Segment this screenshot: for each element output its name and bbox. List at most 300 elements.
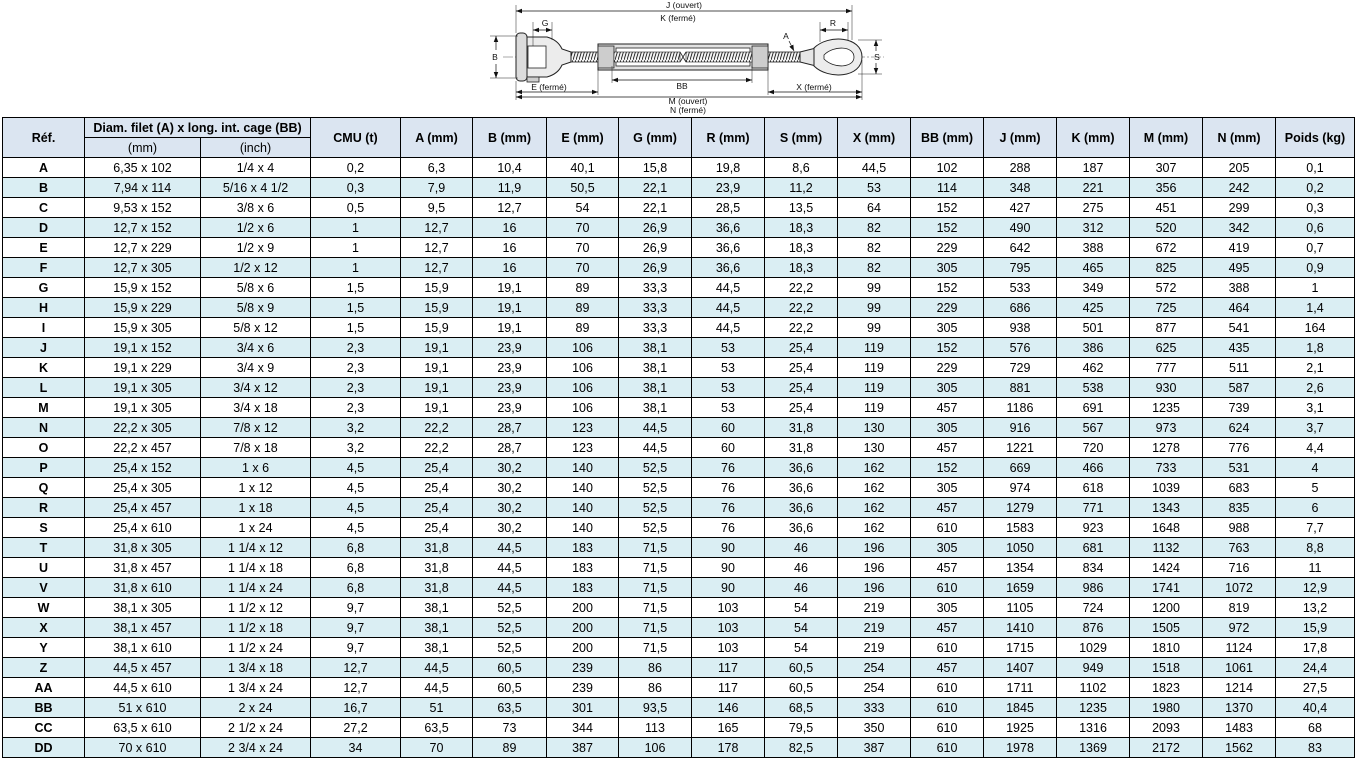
cell-k: 724	[1057, 598, 1130, 618]
cell-m: 973	[1130, 418, 1203, 438]
cell-poids: 4,4	[1276, 438, 1355, 458]
cell-poids: 3,7	[1276, 418, 1355, 438]
cell-x: 53	[838, 178, 911, 198]
cell-g: 38,1	[619, 378, 692, 398]
cell-x: 162	[838, 458, 911, 478]
cell-g: 86	[619, 658, 692, 678]
cell-k: 466	[1057, 458, 1130, 478]
cell-poids: 40,4	[1276, 698, 1355, 718]
cell-r: 36,6	[692, 258, 765, 278]
cell-a: 9,5	[401, 198, 473, 218]
cell-poids: 6	[1276, 498, 1355, 518]
cell-n: 531	[1203, 458, 1276, 478]
cell-cmu: 1	[311, 238, 401, 258]
cell-k: 187	[1057, 158, 1130, 178]
cell-n: 776	[1203, 438, 1276, 458]
cell-x: 333	[838, 698, 911, 718]
cell-diam-inch: 1 x 24	[201, 518, 311, 538]
cell-k: 691	[1057, 398, 1130, 418]
cell-r: 90	[692, 558, 765, 578]
cell-x: 162	[838, 478, 911, 498]
cell-ref: BB	[3, 698, 85, 718]
cell-cmu: 12,7	[311, 678, 401, 698]
cell-diam-mm: 15,9 x 229	[85, 298, 201, 318]
dim-label-r: R	[829, 18, 837, 28]
cell-x: 119	[838, 398, 911, 418]
cell-e: 140	[547, 498, 619, 518]
cell-diam-inch: 3/4 x 18	[201, 398, 311, 418]
cell-x: 119	[838, 358, 911, 378]
cell-a: 63,5	[401, 718, 473, 738]
header-row	[3, 118, 1355, 138]
cell-b: 63,5	[473, 698, 547, 718]
header-poids: Poids (kg)	[1276, 118, 1355, 158]
cell-diam-mm: 12,7 x 152	[85, 218, 201, 238]
cell-n: 1214	[1203, 678, 1276, 698]
cell-j: 1407	[984, 658, 1057, 678]
cell-b: 23,9	[473, 338, 547, 358]
cell-s: 18,3	[765, 238, 838, 258]
cell-k: 1102	[1057, 678, 1130, 698]
cell-cmu: 1	[311, 258, 401, 278]
cell-e: 183	[547, 558, 619, 578]
cell-bb: 305	[911, 378, 984, 398]
cell-s: 18,3	[765, 258, 838, 278]
cell-r: 19,8	[692, 158, 765, 178]
cell-cmu: 34	[311, 738, 401, 758]
cell-m: 625	[1130, 338, 1203, 358]
cell-j: 916	[984, 418, 1057, 438]
cell-r: 53	[692, 358, 765, 378]
cell-m: 451	[1130, 198, 1203, 218]
cell-e: 123	[547, 438, 619, 458]
cell-e: 89	[547, 318, 619, 338]
cell-bb: 152	[911, 198, 984, 218]
table-row	[3, 318, 1355, 338]
header-a: A (mm)	[401, 118, 473, 158]
cell-bb: 610	[911, 738, 984, 758]
cell-x: 119	[838, 338, 911, 358]
cell-m: 1810	[1130, 638, 1203, 658]
cell-b: 12,7	[473, 198, 547, 218]
cell-bb: 152	[911, 338, 984, 358]
table-row	[3, 598, 1355, 618]
cell-diam-inch: 5/8 x 12	[201, 318, 311, 338]
cell-m: 1343	[1130, 498, 1203, 518]
turnbuckle-diagram	[480, 0, 890, 116]
cell-m: 520	[1130, 218, 1203, 238]
cell-j: 427	[984, 198, 1057, 218]
cell-m: 825	[1130, 258, 1203, 278]
table-row	[3, 498, 1355, 518]
table-row	[3, 238, 1355, 258]
cell-cmu: 0,2	[311, 158, 401, 178]
cell-diam-inch: 2 1/2 x 24	[201, 718, 311, 738]
cell-g: 38,1	[619, 358, 692, 378]
cell-diam-inch: 1/2 x 12	[201, 258, 311, 278]
cell-ref: M	[3, 398, 85, 418]
cell-poids: 24,4	[1276, 658, 1355, 678]
cell-a: 38,1	[401, 618, 473, 638]
table-row	[3, 678, 1355, 698]
cell-bb: 229	[911, 298, 984, 318]
cell-cmu: 4,5	[311, 458, 401, 478]
cell-ref: O	[3, 438, 85, 458]
cell-bb: 152	[911, 278, 984, 298]
cell-cmu: 2,3	[311, 398, 401, 418]
cell-diam-mm: 9,53 x 152	[85, 198, 201, 218]
cell-bb: 457	[911, 398, 984, 418]
cell-a: 12,7	[401, 258, 473, 278]
cell-b: 19,1	[473, 318, 547, 338]
cell-e: 106	[547, 378, 619, 398]
cell-a: 22,2	[401, 418, 473, 438]
cell-b: 30,2	[473, 458, 547, 478]
cell-r: 60	[692, 438, 765, 458]
cell-s: 82,5	[765, 738, 838, 758]
cell-k: 275	[1057, 198, 1130, 218]
header-ref: Réf.	[3, 118, 85, 158]
cell-n: 716	[1203, 558, 1276, 578]
header-diam-mm: (mm)	[85, 138, 201, 158]
dim-label-b: B	[492, 52, 498, 62]
cell-r: 76	[692, 498, 765, 518]
cell-b: 16	[473, 238, 547, 258]
cell-ref: D	[3, 218, 85, 238]
cell-k: 1316	[1057, 718, 1130, 738]
cell-k: 1029	[1057, 638, 1130, 658]
cell-x: 119	[838, 378, 911, 398]
cell-m: 1132	[1130, 538, 1203, 558]
cell-g: 52,5	[619, 518, 692, 538]
cell-g: 38,1	[619, 338, 692, 358]
cell-a: 19,1	[401, 378, 473, 398]
cell-ref: R	[3, 498, 85, 518]
cell-diam-inch: 1 3/4 x 24	[201, 678, 311, 698]
cell-g: 52,5	[619, 458, 692, 478]
cell-x: 99	[838, 298, 911, 318]
cell-ref: T	[3, 538, 85, 558]
cell-bb: 457	[911, 618, 984, 638]
cell-poids: 3,1	[1276, 398, 1355, 418]
cell-cmu: 1,5	[311, 298, 401, 318]
cell-diam-mm: 44,5 x 457	[85, 658, 201, 678]
cell-m: 1235	[1130, 398, 1203, 418]
table-row	[3, 418, 1355, 438]
cell-ref: B	[3, 178, 85, 198]
cell-a: 19,1	[401, 358, 473, 378]
cell-b: 10,4	[473, 158, 547, 178]
cell-j: 1659	[984, 578, 1057, 598]
cell-b: 44,5	[473, 558, 547, 578]
cell-diam-mm: 19,1 x 305	[85, 378, 201, 398]
cell-diam-inch: 7/8 x 18	[201, 438, 311, 458]
cell-r: 76	[692, 478, 765, 498]
cell-s: 60,5	[765, 678, 838, 698]
cell-m: 2093	[1130, 718, 1203, 738]
cell-g: 26,9	[619, 218, 692, 238]
cell-poids: 7,7	[1276, 518, 1355, 538]
cell-n: 819	[1203, 598, 1276, 618]
cell-bb: 610	[911, 678, 984, 698]
cell-j: 1279	[984, 498, 1057, 518]
cell-k: 567	[1057, 418, 1130, 438]
cell-diam-mm: 19,1 x 305	[85, 398, 201, 418]
cell-x: 219	[838, 638, 911, 658]
cell-r: 60	[692, 418, 765, 438]
header-diam-inch: (inch)	[201, 138, 311, 158]
cell-e: 140	[547, 478, 619, 498]
cell-cmu: 4,5	[311, 518, 401, 538]
cell-diam-inch: 2 x 24	[201, 698, 311, 718]
table-row	[3, 218, 1355, 238]
cell-g: 71,5	[619, 618, 692, 638]
table-row	[3, 278, 1355, 298]
cell-x: 219	[838, 618, 911, 638]
cell-k: 388	[1057, 238, 1130, 258]
cell-a: 6,3	[401, 158, 473, 178]
cell-diam-mm: 38,1 x 305	[85, 598, 201, 618]
cell-diam-inch: 1 1/4 x 18	[201, 558, 311, 578]
cell-r: 117	[692, 658, 765, 678]
cell-g: 44,5	[619, 438, 692, 458]
cell-s: 22,2	[765, 278, 838, 298]
cell-poids: 12,9	[1276, 578, 1355, 598]
cell-cmu: 0,3	[311, 178, 401, 198]
cell-e: 140	[547, 518, 619, 538]
cell-poids: 15,9	[1276, 618, 1355, 638]
cell-ref: S	[3, 518, 85, 538]
cell-j: 795	[984, 258, 1057, 278]
cell-k: 618	[1057, 478, 1130, 498]
cell-x: 219	[838, 598, 911, 618]
cell-diam-inch: 1/2 x 9	[201, 238, 311, 258]
cell-j: 490	[984, 218, 1057, 238]
cell-r: 28,5	[692, 198, 765, 218]
cell-poids: 0,7	[1276, 238, 1355, 258]
cell-j: 1583	[984, 518, 1057, 538]
cell-e: 344	[547, 718, 619, 738]
cell-g: 22,1	[619, 178, 692, 198]
cell-a: 25,4	[401, 478, 473, 498]
cell-k: 1369	[1057, 738, 1130, 758]
cell-b: 44,5	[473, 538, 547, 558]
cell-e: 106	[547, 358, 619, 378]
cell-poids: 17,8	[1276, 638, 1355, 658]
cell-m: 1648	[1130, 518, 1203, 538]
cell-e: 123	[547, 418, 619, 438]
cell-ref: N	[3, 418, 85, 438]
cell-diam-mm: 7,94 x 114	[85, 178, 201, 198]
cell-j: 1186	[984, 398, 1057, 418]
cell-bb: 610	[911, 518, 984, 538]
cell-g: 93,5	[619, 698, 692, 718]
cell-a: 12,7	[401, 238, 473, 258]
cell-bb: 457	[911, 658, 984, 678]
cell-diam-inch: 5/16 x 4 1/2	[201, 178, 311, 198]
cell-diam-inch: 2 3/4 x 24	[201, 738, 311, 758]
cell-cmu: 1	[311, 218, 401, 238]
cell-ref: Y	[3, 638, 85, 658]
cell-g: 86	[619, 678, 692, 698]
cell-j: 1978	[984, 738, 1057, 758]
cell-n: 988	[1203, 518, 1276, 538]
cell-k: 986	[1057, 578, 1130, 598]
cell-ref: C	[3, 198, 85, 218]
jaw-end	[516, 33, 571, 82]
cell-cmu: 6,8	[311, 538, 401, 558]
cell-n: 835	[1203, 498, 1276, 518]
cell-g: 33,3	[619, 298, 692, 318]
cell-k: 465	[1057, 258, 1130, 278]
cell-r: 76	[692, 518, 765, 538]
cell-n: 683	[1203, 478, 1276, 498]
cell-s: 54	[765, 638, 838, 658]
cell-g: 106	[619, 738, 692, 758]
cell-diam-inch: 1 3/4 x 18	[201, 658, 311, 678]
cell-bb: 305	[911, 598, 984, 618]
header-diam-group: Diam. filet (A) x long. int. cage (BB)	[85, 118, 311, 138]
cell-j: 938	[984, 318, 1057, 338]
header-cmu: CMU (t)	[311, 118, 401, 158]
cell-ref: AA	[3, 678, 85, 698]
cell-b: 16	[473, 218, 547, 238]
spec-table	[2, 117, 1355, 758]
cell-s: 46	[765, 558, 838, 578]
eye-end	[800, 39, 862, 75]
cell-e: 200	[547, 618, 619, 638]
header-bb: BB (mm)	[911, 118, 984, 158]
cell-m: 1278	[1130, 438, 1203, 458]
cell-diam-mm: 19,1 x 229	[85, 358, 201, 378]
dim-label-x: X (fermé)	[796, 82, 832, 92]
cell-e: 50,5	[547, 178, 619, 198]
cell-bb: 102	[911, 158, 984, 178]
cell-n: 972	[1203, 618, 1276, 638]
cell-b: 60,5	[473, 678, 547, 698]
cell-e: 89	[547, 278, 619, 298]
cell-r: 44,5	[692, 318, 765, 338]
header-e: E (mm)	[547, 118, 619, 158]
cell-s: 18,3	[765, 218, 838, 238]
cell-a: 31,8	[401, 558, 473, 578]
cell-diam-inch: 1 1/2 x 24	[201, 638, 311, 658]
header-r: R (mm)	[692, 118, 765, 158]
cell-j: 533	[984, 278, 1057, 298]
cell-x: 196	[838, 538, 911, 558]
cell-j: 1711	[984, 678, 1057, 698]
cell-cmu: 4,5	[311, 478, 401, 498]
cell-b: 30,2	[473, 478, 547, 498]
cell-a: 38,1	[401, 598, 473, 618]
cell-s: 25,4	[765, 398, 838, 418]
dim-label-e: E (fermé)	[531, 82, 567, 92]
cell-a: 7,9	[401, 178, 473, 198]
cell-diam-inch: 1 x 18	[201, 498, 311, 518]
cell-diam-inch: 3/4 x 9	[201, 358, 311, 378]
cell-r: 103	[692, 598, 765, 618]
cell-e: 106	[547, 398, 619, 418]
cell-n: 342	[1203, 218, 1276, 238]
cell-n: 464	[1203, 298, 1276, 318]
cell-m: 1980	[1130, 698, 1203, 718]
cell-diam-mm: 25,4 x 610	[85, 518, 201, 538]
cell-m: 877	[1130, 318, 1203, 338]
cell-g: 71,5	[619, 538, 692, 558]
cell-b: 60,5	[473, 658, 547, 678]
cell-n: 763	[1203, 538, 1276, 558]
cell-a: 19,1	[401, 338, 473, 358]
cell-poids: 0,6	[1276, 218, 1355, 238]
cell-a: 51	[401, 698, 473, 718]
cell-s: 54	[765, 598, 838, 618]
cell-b: 89	[473, 738, 547, 758]
dim-label-n: N (fermé)	[670, 105, 706, 115]
cell-diam-inch: 1 1/4 x 24	[201, 578, 311, 598]
cell-b: 23,9	[473, 398, 547, 418]
cell-diam-mm: 51 x 610	[85, 698, 201, 718]
cell-diam-mm: 31,8 x 305	[85, 538, 201, 558]
table-row	[3, 578, 1355, 598]
cell-b: 52,5	[473, 618, 547, 638]
cell-cmu: 3,2	[311, 418, 401, 438]
cell-s: 46	[765, 538, 838, 558]
cell-x: 82	[838, 218, 911, 238]
cell-k: 923	[1057, 518, 1130, 538]
cell-e: 140	[547, 458, 619, 478]
threaded-rod-right	[764, 52, 802, 62]
cell-x: 64	[838, 198, 911, 218]
cell-x: 196	[838, 558, 911, 578]
cell-x: 44,5	[838, 158, 911, 178]
cell-cmu: 2,3	[311, 378, 401, 398]
cell-n: 1061	[1203, 658, 1276, 678]
cell-poids: 8,8	[1276, 538, 1355, 558]
cell-cmu: 9,7	[311, 598, 401, 618]
cell-diam-inch: 3/4 x 6	[201, 338, 311, 358]
dim-label-a: A	[783, 31, 789, 41]
header-x: X (mm)	[838, 118, 911, 158]
cell-ref: I	[3, 318, 85, 338]
header-j: J (mm)	[984, 118, 1057, 158]
cell-e: 387	[547, 738, 619, 758]
cell-bb: 610	[911, 578, 984, 598]
cell-a: 12,7	[401, 218, 473, 238]
cell-poids: 83	[1276, 738, 1355, 758]
cell-poids: 164	[1276, 318, 1355, 338]
dim-label-g: G	[541, 18, 549, 28]
cell-diam-mm: 6,35 x 102	[85, 158, 201, 178]
cell-diam-inch: 1/2 x 6	[201, 218, 311, 238]
cell-m: 307	[1130, 158, 1203, 178]
cell-diam-mm: 38,1 x 457	[85, 618, 201, 638]
cell-b: 28,7	[473, 418, 547, 438]
cell-x: 130	[838, 438, 911, 458]
cell-k: 501	[1057, 318, 1130, 338]
cell-ref: DD	[3, 738, 85, 758]
cell-e: 54	[547, 198, 619, 218]
cell-n: 388	[1203, 278, 1276, 298]
table-row	[3, 458, 1355, 478]
cell-n: 541	[1203, 318, 1276, 338]
dimension-a-leader	[789, 41, 794, 51]
cell-poids: 1,4	[1276, 298, 1355, 318]
cell-n: 1562	[1203, 738, 1276, 758]
table-row	[3, 518, 1355, 538]
cell-j: 1050	[984, 538, 1057, 558]
cell-e: 89	[547, 298, 619, 318]
cell-diam-mm: 12,7 x 229	[85, 238, 201, 258]
